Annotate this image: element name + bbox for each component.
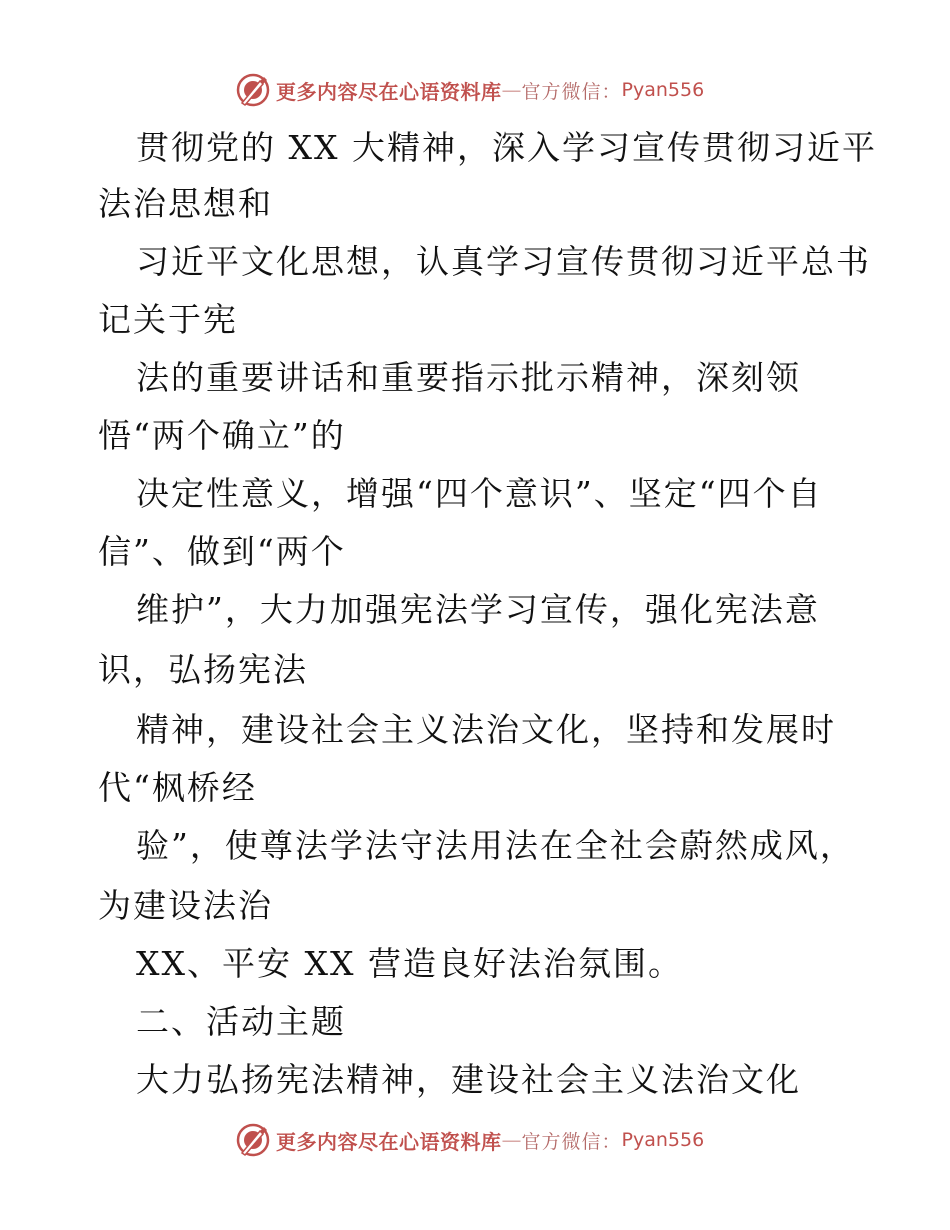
paragraph-3-line-1: 法的重要讲话和重要指示批示精神，深刻领 bbox=[136, 358, 801, 397]
paragraph-7-line-2: 为建设法治 bbox=[98, 886, 273, 925]
paragraph-3-line-2: 悟“两个确立”的 bbox=[98, 416, 346, 455]
paragraph-theme: 大力弘扬宪法精神，建设社会主义法治文化 bbox=[136, 1060, 801, 1099]
banner-main-text: 更多内容尽在心语资料库 bbox=[276, 79, 502, 104]
paragraph-8: XX、平安 XX 营造良好法治氛围。 bbox=[136, 944, 683, 983]
paragraph-7-line-1: 验”，使尊法学法守法用法在全社会蔚然成风， bbox=[136, 826, 855, 865]
paragraph-2-line-2: 记关于宪 bbox=[98, 300, 238, 339]
paragraph-1-line-2: 法治思想和 bbox=[98, 184, 273, 223]
banner-dash: — bbox=[501, 1128, 522, 1152]
banner-wechat-id: Pyan556 bbox=[621, 79, 705, 101]
footer-watermark-banner bbox=[236, 1122, 704, 1158]
banner-wechat-id: Pyan556 bbox=[621, 1129, 705, 1151]
paragraph-5-line-2: 识，弘扬宪法 bbox=[98, 650, 308, 689]
banner-sub-text: 官方微信： bbox=[521, 80, 622, 103]
paragraph-1-line-1: 贯彻党的 XX 大精神，深入学习宣传贯彻习近平 bbox=[136, 128, 877, 167]
banner-main-text: 更多内容尽在心语资料库 bbox=[276, 1129, 502, 1154]
paragraph-4-line-2: 信”、做到“两个 bbox=[98, 532, 346, 571]
header-watermark-banner bbox=[236, 72, 704, 108]
pen-logo-icon bbox=[236, 1123, 270, 1157]
paragraph-5-line-1: 维护”，大力加强宪法学习宣传，强化宪法意 bbox=[136, 590, 820, 629]
banner-dash: — bbox=[501, 78, 522, 102]
banner-sub-text: 官方微信： bbox=[521, 1130, 622, 1153]
pen-logo-icon bbox=[236, 73, 270, 107]
paragraph-4-line-1: 决定性意义，增强“四个意识”、坚定“四个自 bbox=[136, 474, 823, 513]
section-heading: 二、活动主题 bbox=[136, 1002, 346, 1041]
paragraph-2-line-1: 习近平文化思想，认真学习宣传贯彻习近平总书 bbox=[136, 242, 871, 281]
paragraph-6-line-2: 代“枫桥经 bbox=[98, 768, 257, 807]
paragraph-6-line-1: 精神，建设社会主义法治文化，坚持和发展时 bbox=[136, 710, 836, 749]
